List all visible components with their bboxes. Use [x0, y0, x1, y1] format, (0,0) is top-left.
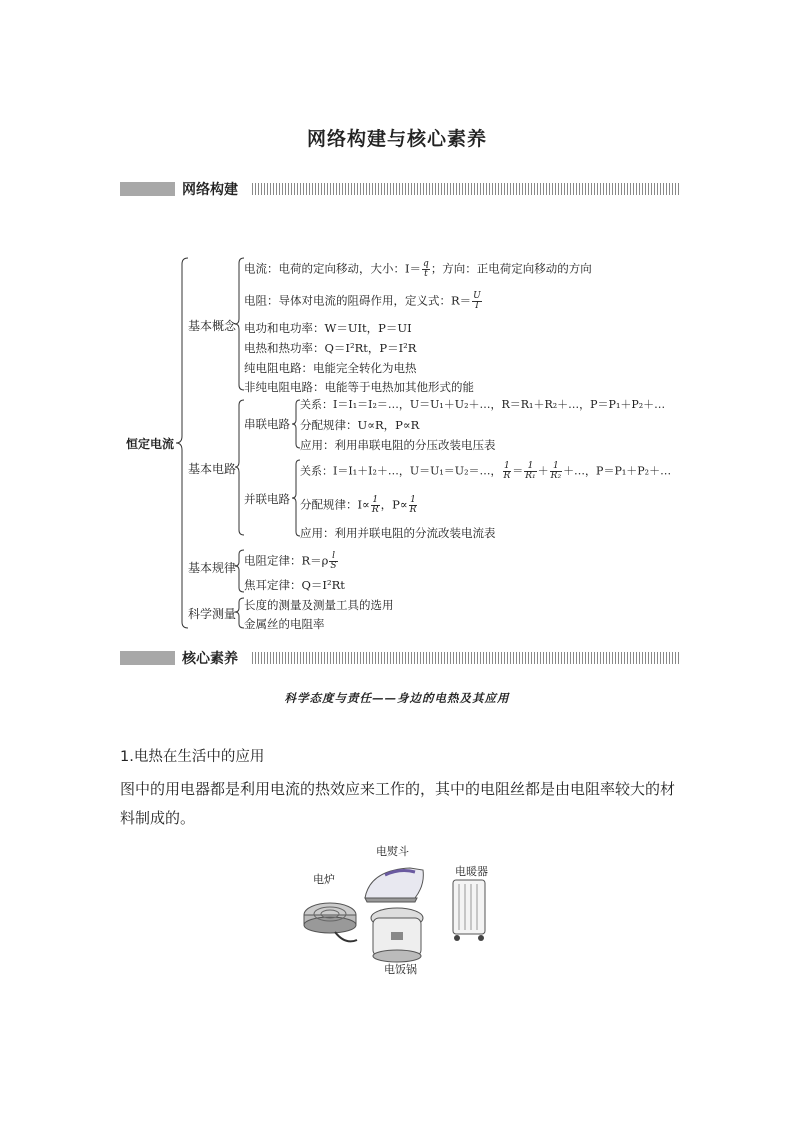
section-title: 网络构建	[180, 179, 244, 199]
stove-illustration	[304, 903, 357, 941]
brace-series	[292, 400, 300, 448]
measure-resistivity: 金属丝的电阻率	[244, 617, 325, 631]
root-label: 恒定电流	[126, 437, 175, 451]
parallel-distribution: 分配规律：I∝ $\frac{1}{R}$ ，P∝ $\frac{1}{R}$	[300, 495, 417, 515]
fraction: $\frac{1}{R}$	[409, 495, 417, 515]
law-resistance: 电阻定律：R＝ρ $\frac{l}{S}$	[244, 551, 337, 571]
brace-root	[176, 258, 188, 628]
section-stripes	[252, 652, 680, 664]
concept-non-pure-resistive: 非纯电阻电路：电能等于电热加其他形式的能	[244, 380, 474, 394]
parallel-application: 应用：利用并联电阻的分流改装电流表	[300, 526, 496, 540]
group-label-concepts: 基本概念	[188, 319, 237, 333]
brace-circuits	[235, 400, 244, 535]
group-label-measure: 科学测量	[188, 607, 237, 621]
caption-cooker: 电饭锅	[384, 963, 417, 976]
concept-resistance: 电阻：导体对电流的阻碍作用，定义式：R＝ $\frac{U}{I}$	[244, 291, 481, 311]
concept-current: 电流：电荷的定向移动，大小：I＝ $\frac{q}{t}$ ；方向：正电荷定向移动的方向	[244, 259, 592, 279]
fraction: $\frac{1}{\text{R₂}}$	[550, 461, 562, 481]
series-distribution: 分配规律：U∝R，P∝R	[300, 418, 420, 432]
subtitle: 科学态度与责任——身边的电热及其应用	[284, 691, 510, 705]
oil-heater-illustration	[453, 880, 485, 941]
appliance-figure	[295, 840, 495, 980]
group-label-circuits: 基本电路	[188, 462, 237, 476]
fraction: $\frac{q}{t}$	[423, 259, 429, 279]
fraction: $\frac{1}{\text{R₁}}$	[525, 461, 536, 481]
caption-stove: 电炉	[313, 873, 335, 886]
paragraph: 图中的用电器都是利用电流的热效应来工作的，其中的电阻丝都是由电阻率较大的材料制成的。	[120, 780, 676, 827]
rice-cooker-illustration	[371, 908, 423, 962]
fraction: $\frac{l}{S}$	[330, 551, 337, 571]
caption-heater: 电暖器	[455, 865, 488, 878]
section-marker	[120, 651, 175, 665]
concept-work-power: 电功和电功率：W＝UIt，P＝UI	[244, 321, 412, 335]
series-relation: 关系：I＝I₁＝I₂＝…，U＝U₁＋U₂＋…，R＝R₁＋R₂＋…，P＝P₁＋P₂＋…	[300, 398, 666, 411]
fraction: $\frac{U}{I}$	[473, 291, 481, 311]
parallel-relation: 关系：I＝I₁＋I₂＋…，U＝U₁＝U₂＝…， $\frac{1}{R}$ ＝ $\frac{1}{\text{R₁}}$ ＋ $\frac{1}{\text{R₂}}$ ＋…，P＝P₁＋P₂＋…	[300, 461, 672, 481]
section-header-core	[120, 651, 680, 665]
series-application: 应用：利用串联电阻的分压改装电压表	[300, 438, 496, 452]
fraction: $\frac{1}{R}$	[503, 461, 511, 481]
concept-pure-resistive: 纯电阻电路：电能完全转化为电热	[244, 361, 417, 375]
brace-measure	[235, 598, 244, 628]
caption-iron: 电熨斗	[376, 845, 409, 858]
group-label-laws: 基本规律	[188, 561, 237, 575]
concept-heat-power: 电热和热功率：Q＝I²Rt，P＝I²R	[244, 341, 417, 355]
brace-laws	[235, 550, 244, 592]
measure-length: 长度的测量及测量工具的选用	[244, 598, 394, 612]
brace-concepts	[235, 258, 244, 390]
page-title: 网络构建与核心素养	[306, 128, 487, 150]
heading-1: 1.电热在生活中的应用	[120, 749, 265, 765]
iron-illustration	[365, 868, 423, 902]
law-joule: 焦耳定律：Q＝I²Rt	[244, 578, 345, 592]
parallel-label: 并联电路	[244, 492, 290, 506]
series-label: 串联电路	[244, 417, 290, 431]
brace-parallel	[292, 460, 300, 536]
section-title: 核心素养	[180, 648, 244, 668]
fraction: $\frac{1}{R}$	[371, 495, 379, 515]
